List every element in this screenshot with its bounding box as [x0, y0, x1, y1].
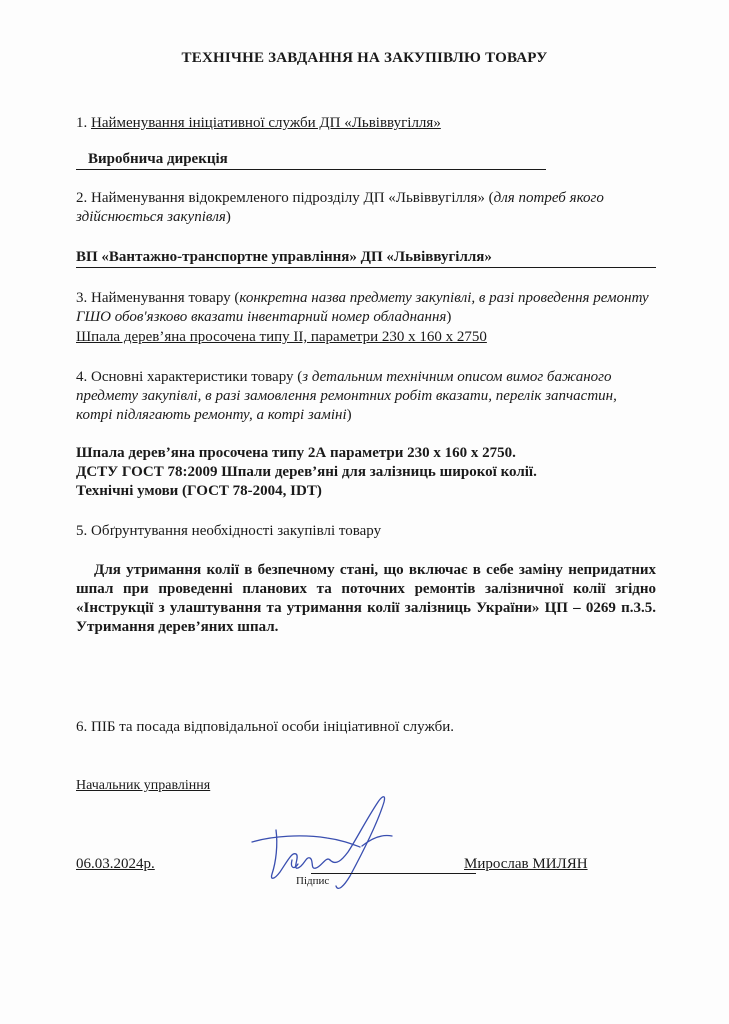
section-2-value-text: ВП «Вантажно-транспортне управління» ДП «Львіввугілля» — [76, 248, 656, 268]
section-3-label-text: 3. Найменування товару ( — [76, 290, 240, 306]
signature-row — [76, 856, 636, 896]
section-3-label — [76, 289, 656, 327]
section-3-note: конкретна назва предмету закупівлі, в разі проведення ремонту ГШО обов'язково вказати інвентарний номер обладнання — [76, 290, 649, 325]
signature-line — [311, 873, 476, 874]
section-4-line-2: ДСТУ ГОСТ 78:2009 Шпали дерев’яні для залізниць широкої колії. — [76, 464, 537, 480]
section-1-value-text: Виробнича дирекція — [76, 150, 546, 170]
section-6-label: 6. ПІБ та посада відповідальної особи ініціативної служби. — [76, 719, 455, 735]
section-1-number: 1. — [76, 115, 91, 131]
section-2-value — [76, 248, 656, 268]
section-3-close: ) — [446, 309, 452, 325]
signature-caption: Підпис — [296, 875, 330, 887]
section-4-close: ) — [346, 407, 352, 423]
signatory-name: Мирослав МИЛЯН — [464, 856, 588, 872]
document-title: ТЕХНІЧНЕ ЗАВДАННЯ НА ЗАКУПІВЛЮ ТОВАРУ — [181, 50, 548, 66]
section-2-close: ) — [225, 209, 231, 225]
section-4-line-1: Шпала дерев’яна просочена типу 2А параметри 230 х 160 х 2750. — [76, 445, 516, 461]
section-5-text: Для утримання колії в безпечному стані, що включає в себе заміну непридатних шпал при проведенні планових та поточних ремонтів залізничної колії згідно «Інструкції з улаштування та утримання колії залізниць України» ЦП – 0269 п.3.5. Утримання дерев’яних шпал. — [76, 562, 656, 635]
section-2-label — [76, 189, 656, 227]
section-2-note: для потреб якого здійснюється закупівля — [76, 190, 604, 225]
section-4-label — [76, 368, 656, 425]
section-4-note: з детальним технічним описом вимог бажаного предмету закупівлі, в разі замовлення ремонтних робіт вказати, перелік запчастин, котрі підлягають ремонту, а котрі заміні — [76, 369, 617, 423]
section-5-label: 5. Обґрунтування необхідності закупівлі товару — [76, 523, 382, 539]
section-4-label-text: 4. Основні характеристики товару ( — [76, 369, 303, 385]
section-3-value-text: Шпала дерев’яна просочена типу ІІ, параметри 230 х 160 х 2750 — [76, 329, 487, 345]
section-1-value — [76, 150, 656, 170]
section-2-label-text: 2. Найменування відокремленого підрозділу ДП «Львіввугілля» ( — [76, 190, 494, 206]
section-3-value — [76, 328, 656, 347]
section-1-label-text: Найменування ініціативної служби ДП «Львіввугілля» — [91, 115, 441, 131]
section-1-label — [76, 114, 656, 133]
section-4-line-3: Технічні умови (ГОСТ 78-2004, IDT) — [76, 483, 322, 499]
document-date: 06.03.2024р. — [76, 856, 155, 872]
section-4-value — [76, 444, 656, 501]
position-title: Начальник управління — [76, 778, 211, 793]
